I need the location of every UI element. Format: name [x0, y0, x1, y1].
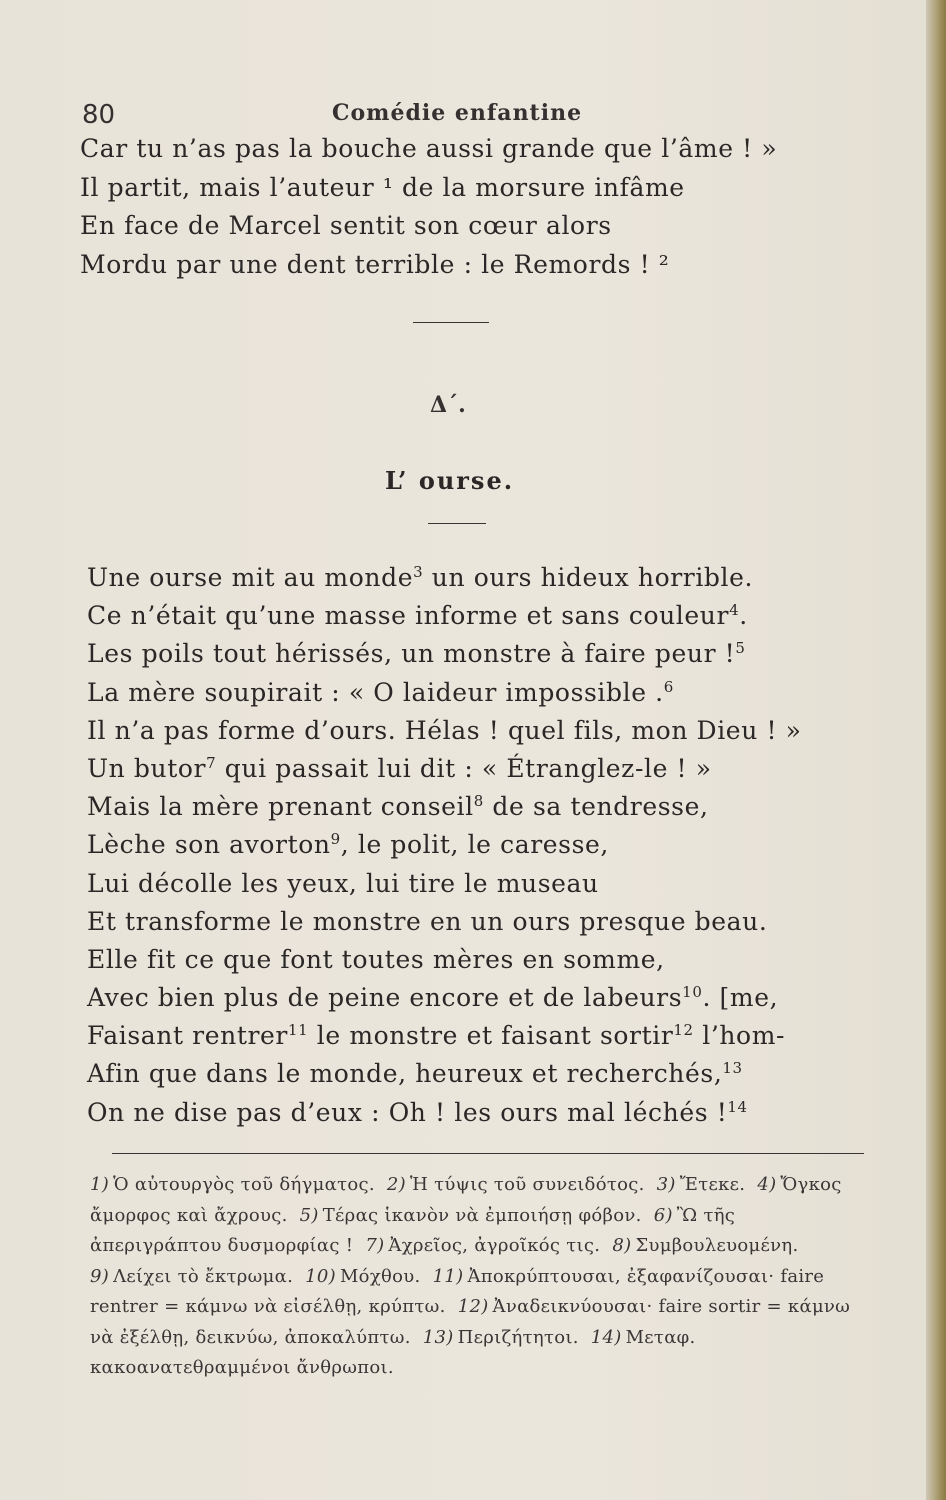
running-title: Comédie enfantine	[332, 100, 583, 126]
footnote-ref: 5	[735, 639, 746, 658]
verse-line: Avec bien plus de peine encore et de labeurs$^{10}$. [me,	[87, 983, 779, 1013]
footnote-ref: 6	[663, 677, 674, 696]
verse-line: Les poils tout hérissés, un monstre à faire peur !$^5$	[87, 639, 746, 669]
section-number: Δ΄.	[430, 392, 466, 418]
poem-title: L’ ourse.	[385, 466, 515, 495]
footnote-ref: 11	[287, 1021, 309, 1040]
verse-line: La mère soupirait : « O laideur impossible .$^6$	[87, 677, 674, 707]
section-divider	[413, 322, 489, 323]
verse-line: Elle fit ce que font toutes mères en somme,	[87, 944, 665, 974]
footnote-ref: 4	[729, 601, 740, 620]
footnote-ref: 14	[727, 1097, 748, 1116]
footnote: 1) Ὁ αὐτουργὸς τοῦ δήγματος.	[90, 1174, 375, 1195]
title-divider	[428, 523, 486, 524]
footnote: 14) Μεταφ. κακοανατεθραμμένοι ἄνθρωποι.	[90, 1326, 696, 1378]
verse-line: On ne dise pas d’eux : Oh ! les ours mal léchés !$^{14}$	[87, 1097, 748, 1127]
footnotes-divider	[112, 1153, 864, 1154]
footnote: 13) Περιζήτητοι.	[422, 1326, 579, 1348]
verse-line: Il partit, mais l’auteur ¹ de la morsure infâme	[80, 172, 685, 202]
verse-line: Une ourse mit au monde$^3$ un ours hideux horrible.	[87, 563, 754, 592]
footnotes	[90, 1170, 870, 1384]
footnote: 10) Μόχθου.	[305, 1265, 421, 1287]
footnote: 8) Συμβουλευομένη.	[612, 1235, 799, 1256]
footnote: 9) Λείχει τὸ ἔκτρωμα.	[90, 1265, 294, 1287]
verse-line: Mais la mère prenant conseil$^8$ de sa tendresse,	[87, 792, 709, 822]
verse-line: Mordu par une dent terrible : le Remords ! ²	[80, 249, 670, 279]
footnote: 4) Ὄγκος ἄμορφος καὶ ἄχρους.	[90, 1174, 842, 1226]
footnote: 5) Τέρας ἱκανὸν νὰ ἐμποιήσῃ φόβον.	[299, 1204, 642, 1226]
verse-line: Et transforme le monstre en un ours presque beau.	[87, 906, 768, 936]
footnote-ref: 7	[206, 753, 217, 772]
footnote: 3) Ἔτεκε.	[656, 1174, 746, 1195]
footnote: 7) Ἀχρεῖος, ἀγροῖκός τις.	[365, 1235, 601, 1256]
verse-line: Ce n’était qu’une masse informe et sans couleur$^4$.	[87, 601, 748, 631]
footnote: 2) Ἡ τύψις τοῦ συνειδότος.	[386, 1174, 645, 1195]
footnote-ref: 9	[330, 830, 341, 849]
verse-line: Un butor$^7$ qui passait lui dit : « Étranglez-le ! »	[87, 753, 712, 783]
verse-continuation	[80, 130, 880, 284]
footnote: 12) Ἀναδεικνύουσαι· faire sortir = κάμνω νὰ ἐξέλθῃ, δεικνύω, ἀποκαλύπτω.	[90, 1296, 851, 1348]
verse-line: En face de Marcel sentit son cœur alors	[80, 211, 612, 241]
verse-line: Lèche son avorton$^9$, le polit, le caresse,	[87, 830, 609, 860]
verse-line: Il n’a pas forme d’ours. Hélas ! quel fils, mon Dieu ! »	[87, 715, 802, 745]
verse-line: Car tu n’as pas la bouche aussi grande que l’âme ! »	[80, 134, 778, 163]
page-edge-binding	[926, 0, 946, 1500]
page-number: 80	[82, 100, 116, 130]
footnote: 6) Ὢ τῆς ἀπεριγράπτου δυσμορφίας !	[90, 1204, 736, 1256]
footnote-ref: 13	[722, 1059, 743, 1078]
footnote: 11) Ἀποκρύπτουσαι, ἐξαφανίζουσαι· faire rentrer = κάμνω νὰ εἰσέλθῃ, κρύπτω.	[90, 1265, 825, 1317]
verse-line: Afin que dans le monde, heureux et recherchés,$^{13}$	[87, 1059, 743, 1089]
footnote-ref: 10	[682, 983, 703, 1002]
footnote-ref: 12	[673, 1021, 694, 1040]
footnote-ref: 3	[413, 563, 424, 581]
poem-body	[87, 559, 887, 1132]
verse-line: Lui décolle les yeux, lui tire le museau	[87, 868, 599, 898]
footnote-ref: 8	[473, 792, 484, 811]
verse-line: Faisant rentrer$^{11}$ le monstre et faisant sortir$^{12}$ l’hom-	[87, 1021, 786, 1051]
